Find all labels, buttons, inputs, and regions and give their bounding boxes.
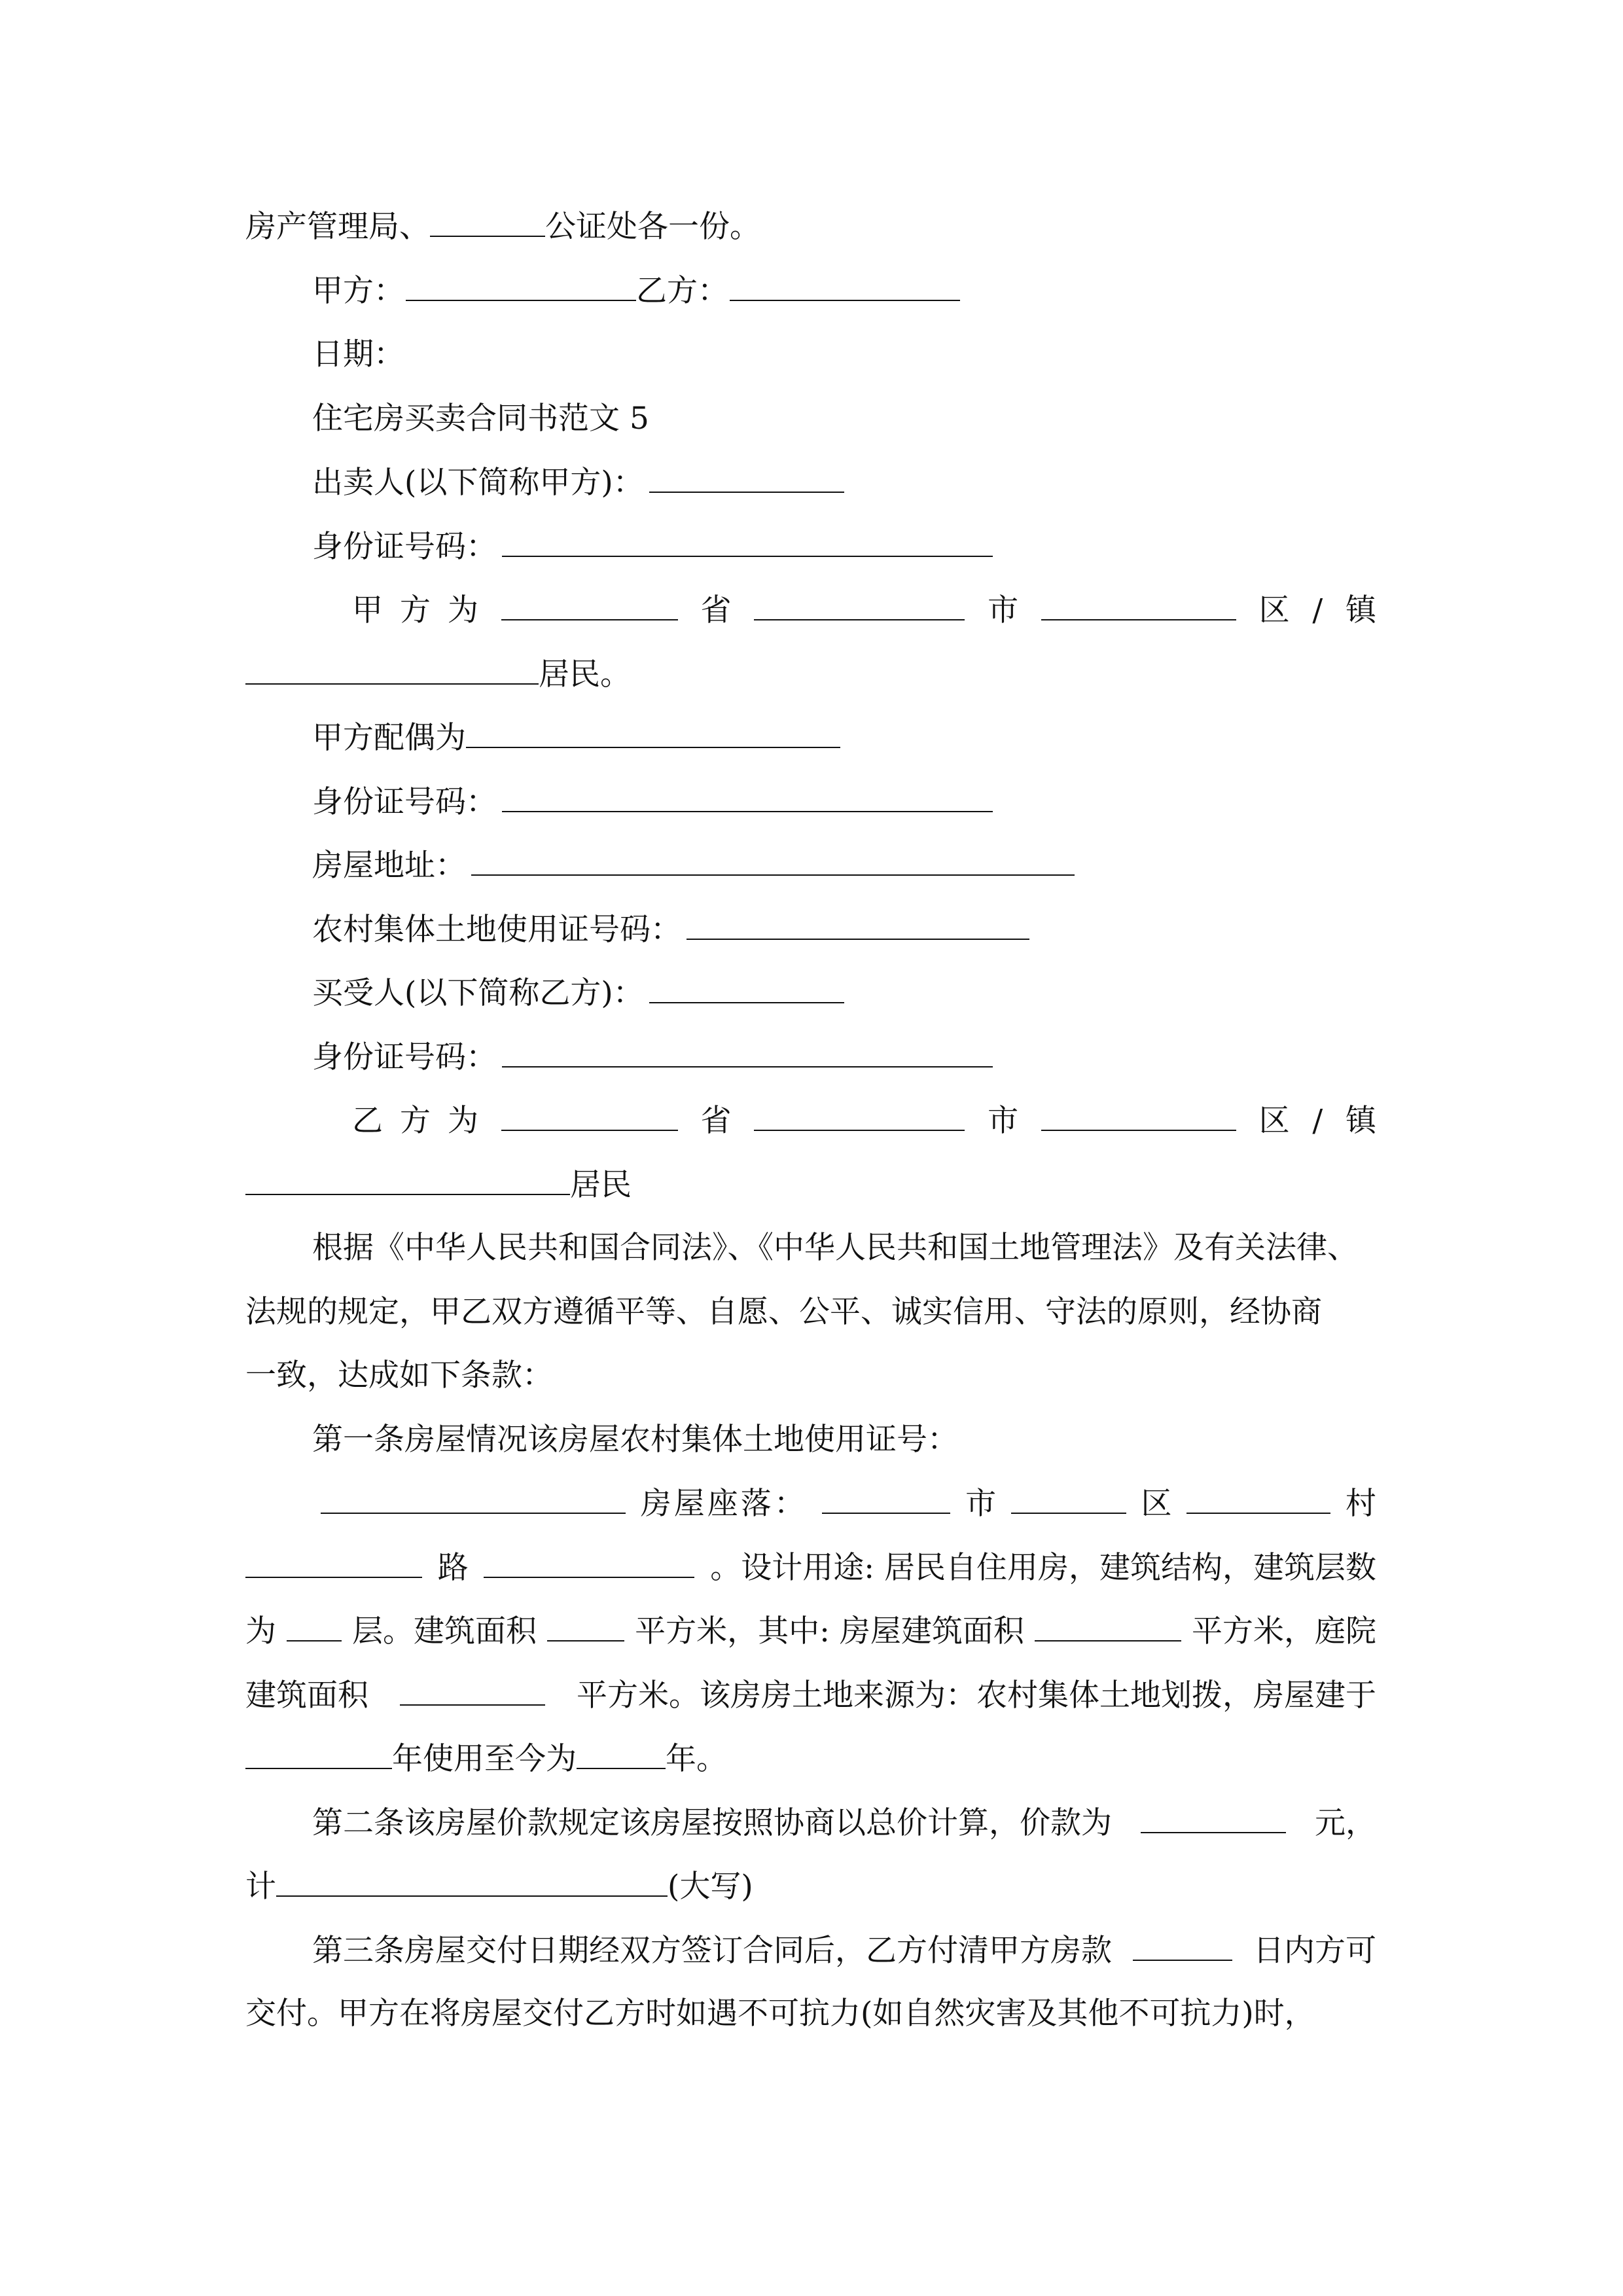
blank-line [484, 1552, 694, 1578]
text: 。设计用途: 居民自住用房，建筑结构，建筑层数 [710, 1550, 1376, 1586]
line-road-usage [245, 1550, 1376, 1586]
text: 层。建筑面积 [352, 1613, 537, 1649]
text: 第三条房屋交付日期经双方签订合同后，乙方付清甲方房款 [312, 1933, 1112, 1969]
paragraph-preamble-1 [312, 1230, 1376, 1266]
line-floors-area [245, 1615, 1376, 1647]
blank-line [1041, 594, 1236, 620]
text: 计 [245, 1869, 276, 1905]
text: 交付。甲方在将房屋交付乙方时如遇不可抗力(如自然灾害及其他不可抗力)时， [245, 1996, 1315, 2032]
text: 第二条该房屋价款规定该房屋按照协商以总价计算，价款为 [312, 1805, 1112, 1841]
district-label: 区 [1258, 1103, 1290, 1139]
text: 日内方可 [1253, 1933, 1376, 1969]
line-buyer [312, 977, 844, 1009]
text: 年。 [666, 1741, 727, 1777]
blank-line [245, 658, 539, 685]
text: 为 [245, 1613, 276, 1649]
blank-line [430, 211, 545, 237]
line-house-address [312, 848, 1075, 884]
blank-line [1041, 1105, 1236, 1131]
article-1-heading [312, 1422, 958, 1458]
text: 元， [1315, 1805, 1376, 1841]
text: 居民 [570, 1167, 632, 1203]
text: 居民。 [539, 656, 631, 692]
blank-line [502, 531, 993, 557]
paragraph-preamble-2 [245, 1294, 1322, 1330]
blank-line [287, 1615, 342, 1641]
city-label: 市 [965, 1486, 997, 1522]
line-buyer-id [312, 1041, 993, 1073]
road-label: 路 [437, 1550, 469, 1586]
party-b-label: 乙方： [636, 273, 728, 309]
article-2-price [312, 1807, 1376, 1839]
land-cert-label: 农村集体土地使用证号码： [312, 912, 681, 948]
district-label: 区 [1258, 592, 1290, 628]
text: 年使用至今为 [392, 1741, 577, 1777]
blank-line [502, 786, 993, 812]
blank-line [547, 1615, 624, 1641]
blank-line [687, 914, 1029, 940]
text: 法规的规定，甲乙双方遵循平等、自愿、公平、诚实信用、守法的原则，经协商 [245, 1294, 1322, 1330]
blank-line [400, 1679, 545, 1706]
blank-line [245, 1169, 570, 1195]
blank-line [1035, 1615, 1181, 1641]
line-seller [312, 465, 844, 501]
blank-line [406, 275, 636, 301]
province-label: 省 [700, 1103, 732, 1139]
blank-line [649, 977, 844, 1003]
spouse-label: 甲方配偶为 [312, 720, 466, 756]
blank-line [754, 594, 965, 620]
blank-line [1011, 1488, 1126, 1514]
line-date [312, 336, 404, 372]
city-label: 市 [988, 592, 1019, 628]
section-title [312, 401, 649, 437]
blank-line [245, 1743, 392, 1769]
text: 第一条房屋情况该房屋农村集体土地使用证号： [312, 1422, 958, 1458]
town-label: 镇 [1345, 1103, 1376, 1139]
blank-line [276, 1871, 668, 1897]
line-seller-residence [245, 594, 1376, 626]
district-label: 区 [1141, 1486, 1172, 1522]
city-label: 市 [988, 1103, 1019, 1139]
blank-line [466, 722, 840, 748]
heading-text: 住宅房买卖合同书范文 5 [312, 401, 649, 437]
blank-line [1141, 1807, 1286, 1833]
text: 平方米，其中: 房屋建筑面积 [635, 1613, 1024, 1649]
text: 方 [400, 592, 431, 628]
line-buyer-residence [245, 1103, 1376, 1139]
line-spouse-id [312, 784, 993, 820]
blank-line [822, 1488, 950, 1514]
seller-label: 出卖人(以下简称甲方)： [312, 465, 644, 501]
text: 房产管理局、 [245, 209, 430, 245]
text: 方 [400, 1103, 431, 1139]
line-courtyard-area [245, 1679, 1376, 1711]
id-label: 身份证号码： [312, 784, 497, 820]
text: 根据《中华人民共和国合同法》、《中华人民共和国土地管理法》及有关法律、 [312, 1230, 1358, 1266]
blank-line [754, 1105, 965, 1131]
blank-line [1133, 1935, 1232, 1961]
text: / [1312, 1103, 1323, 1139]
id-label: 身份证号码： [312, 529, 497, 565]
party-a-label: 甲方： [312, 273, 404, 309]
date-label: 日期： [312, 336, 404, 372]
line-build-year [245, 1741, 727, 1777]
blank-line [471, 850, 1075, 876]
blank-line [730, 275, 960, 301]
blank-line [1186, 1488, 1330, 1514]
text: 建筑面积 [245, 1677, 368, 1713]
blank-line [501, 594, 678, 620]
blank-line [501, 1105, 678, 1131]
text: 为 [448, 592, 478, 628]
blank-line [245, 1552, 422, 1578]
line-price-words [245, 1869, 753, 1905]
blank-line [502, 1041, 993, 1067]
text: 为 [448, 1103, 478, 1139]
line-seller-spouse [312, 720, 840, 756]
town-label: 镇 [1345, 592, 1376, 628]
text: 平方米，庭院 [1191, 1613, 1376, 1649]
line-buyer-resident [245, 1167, 632, 1203]
address-label: 房屋地址： [312, 848, 466, 884]
blank-line [321, 1488, 626, 1514]
blank-line [577, 1743, 666, 1769]
line-seller-id [312, 529, 993, 565]
location-label: 房屋座落： [640, 1486, 808, 1522]
line-seller-resident [245, 658, 631, 690]
article-3-delivery [312, 1933, 1376, 1969]
text: 甲 [352, 592, 383, 628]
text: 平方米。该房房土地来源为：农村集体土地划拨，房屋建于 [577, 1677, 1376, 1713]
line-copies [245, 209, 760, 245]
blank-line [649, 467, 844, 493]
province-label: 省 [700, 592, 732, 628]
paragraph-preamble-3 [245, 1357, 553, 1393]
line-house-location [321, 1486, 1376, 1522]
text: 公证处各一份。 [545, 209, 760, 245]
id-label: 身份证号码： [312, 1039, 497, 1075]
line-force-majeure [245, 1996, 1315, 2032]
text: 乙 [352, 1103, 383, 1139]
text: / [1312, 592, 1323, 628]
text: 一致，达成如下条款： [245, 1357, 553, 1393]
line-land-cert [312, 912, 1029, 948]
village-label: 村 [1345, 1486, 1376, 1522]
buyer-label: 买受人(以下简称乙方)： [312, 975, 644, 1011]
text: (大写) [668, 1869, 753, 1905]
line-party-signatures [312, 273, 960, 309]
